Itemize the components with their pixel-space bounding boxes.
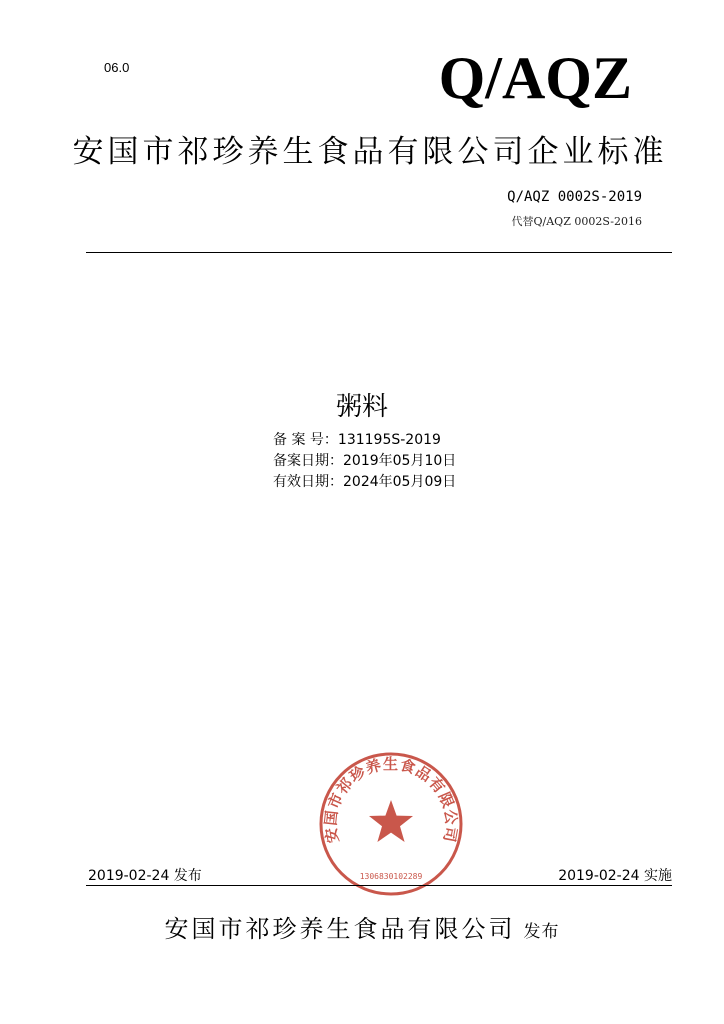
replaces-standard: 代替Q/AQZ 0002S-2016 (511, 215, 642, 228)
seal-star-icon (369, 800, 413, 842)
company-seal (318, 751, 464, 897)
record-date-label: 备案日期： (273, 453, 343, 469)
record-number-label: 备 案 号： (273, 432, 338, 448)
record-date-row (273, 451, 456, 472)
company-standard-title: 安国市祁珍养生食品有限公司企业标准 (72, 134, 668, 170)
publisher-name: 安国市祁珍养生食品有限公司 (164, 915, 516, 943)
implement-date: 2019-02-24 实施 (558, 868, 672, 884)
record-number-row (273, 430, 456, 451)
valid-date-label: 有效日期： (273, 474, 343, 490)
publisher-suffix: 发布 (523, 922, 560, 942)
header-divider (86, 252, 672, 253)
footer-divider (86, 885, 672, 886)
valid-date-row (273, 472, 456, 493)
standard-number: Q/AQZ 0002S-2019 (507, 189, 642, 205)
publish-date: 2019-02-24 发布 (88, 868, 202, 884)
ics-code: 06.0 (104, 60, 130, 75)
publisher (0, 909, 724, 944)
product-name: 粥料 (335, 392, 388, 422)
record-date-value: 2019年05月10日 (343, 453, 457, 469)
valid-date-value: 2024年05月09日 (343, 474, 457, 490)
registration-info (273, 430, 456, 493)
seal-number: 1306830102289 (359, 872, 423, 881)
record-number-value: 131195S-2019 (337, 432, 441, 448)
seal-text: 安国市祁珍养生食品有限公司 (321, 755, 461, 845)
standard-code: Q/AQZ (438, 45, 632, 111)
